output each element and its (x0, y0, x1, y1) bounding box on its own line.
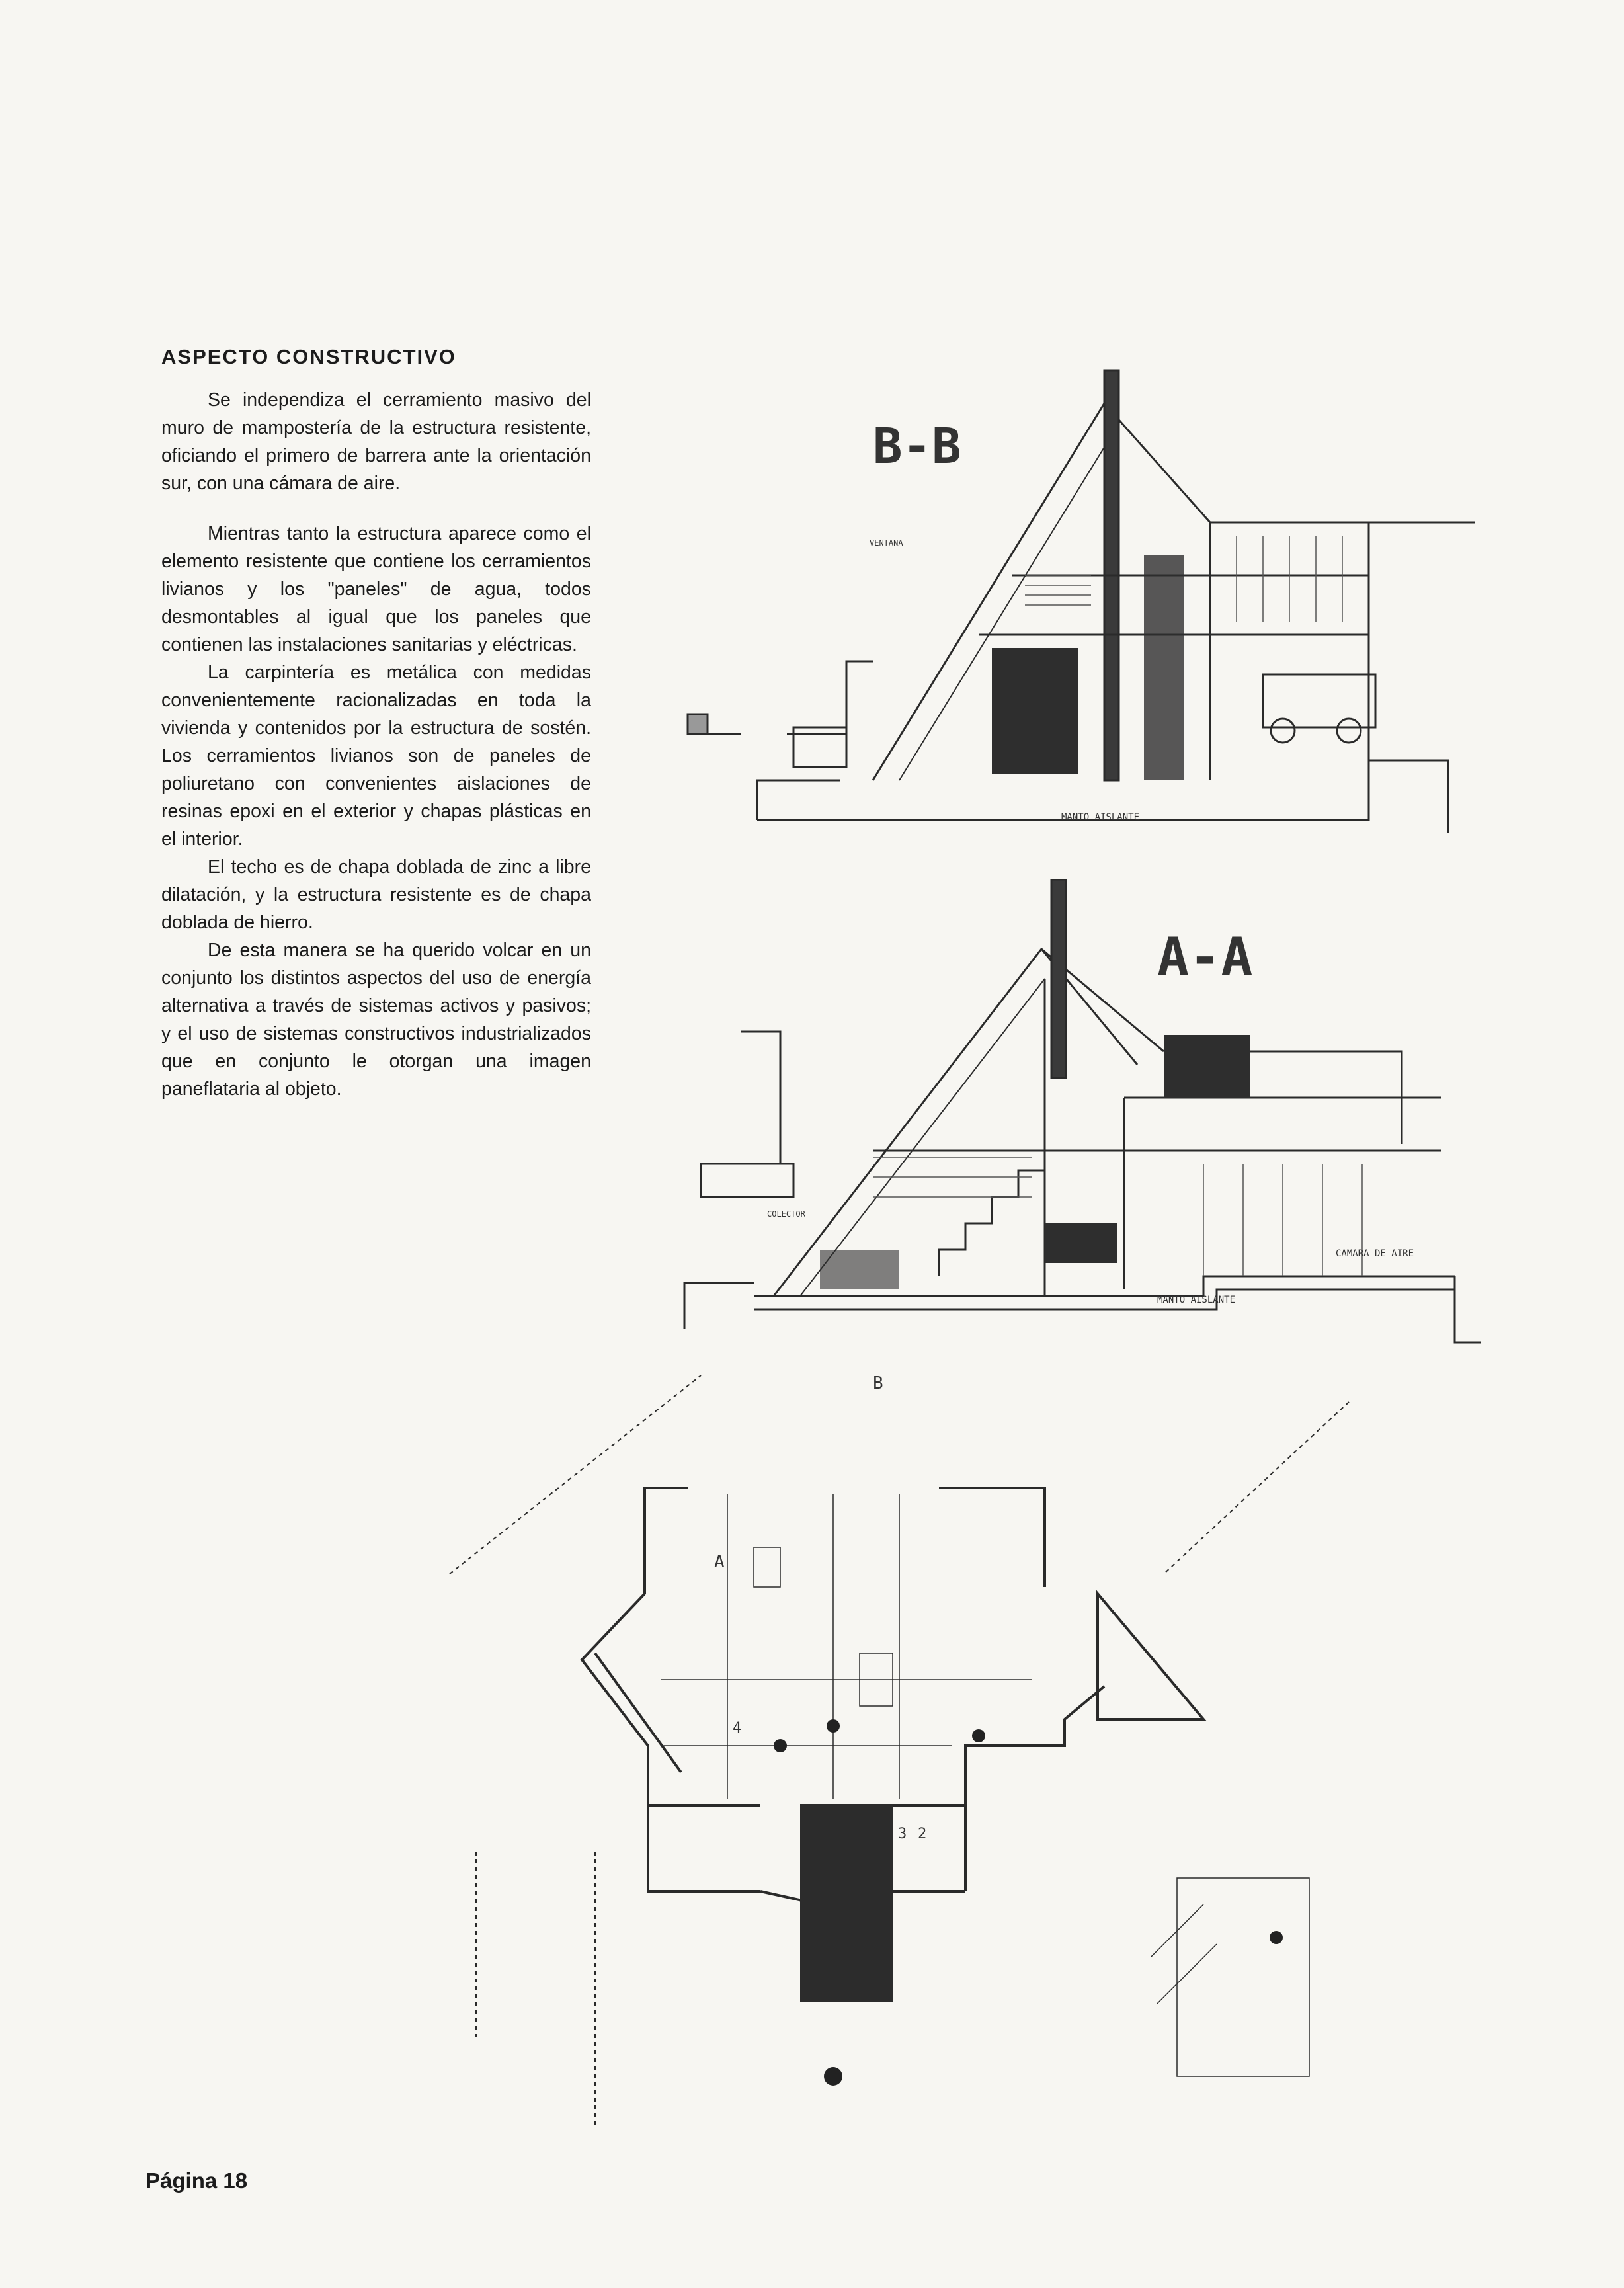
floor-plan-drawing (436, 1375, 1362, 2143)
paragraph-1: Se independiza el cerramiento masivo del muro de mampostería de la estructura resistente, oficiando el primero de barrera ante la orientación sur, con una cámara de aire. (161, 389, 591, 494)
section-aa-title: A-A (1157, 926, 1253, 988)
paragraph-4: El techo es de chapa doblada de zinc a libre dilatación, y la estructura resistente es de chapa doblada de hierro. (161, 856, 591, 933)
section-heading: ASPECTO CONSTRUCTIVO (161, 345, 456, 368)
plan-marker-b: B (873, 1375, 883, 1393)
section-bb-drawing (681, 357, 1494, 846)
plan-room-4: 4 (733, 1720, 742, 1736)
plan-marker-a: A (714, 1552, 725, 1572)
label-colector: COLECTOR (767, 1209, 805, 1219)
label-camara-de-aire: CAMARA DE AIRE (1336, 1248, 1414, 1259)
page-number: Página 18 (145, 2168, 248, 2193)
paragraph-3: La carpintería es metálica con medidas convenientemente racionalizadas en toda la vivienda y contenidos por la estructura de sostén. Los cerramientos livianos son de paneles de poliuretano con convenientes aislaciones de resinas epoxi en el exterior y chapas plásticas en el interior. (161, 662, 591, 850)
label-manto-aislante-bb: MANTO AISLANTE (1061, 812, 1140, 823)
section-bb-title: B-B (873, 418, 961, 475)
paragraph-5: De esta manera se ha querido volcar en un conjunto los distintos aspectos del uso de energía alternativa a través de sistemas activos y pasivos; y el uso de sistemas constructivos industrializados que en conjunto le otorgan una imagen paneflataria al objeto. (161, 940, 591, 1100)
label-manto-aislante-aa: MANTO AISLANTE (1157, 1295, 1236, 1305)
plan-room-2: 2 (918, 1826, 927, 1842)
label-ventana-bb: VENTANA (870, 538, 903, 548)
hearth-area (800, 1804, 893, 2002)
plan-room-3: 3 (898, 1826, 907, 1842)
article-body (161, 386, 591, 1103)
section-aa-drawing (674, 879, 1488, 1362)
paragraph-2: Mientras tanto la estructura aparece como el elemento resistente que contiene los cerramientos livianos y los "paneles" de agua, todos desmontables al igual que los paneles que contienen las instalaciones sanitarias y eléctricas. (161, 523, 591, 655)
